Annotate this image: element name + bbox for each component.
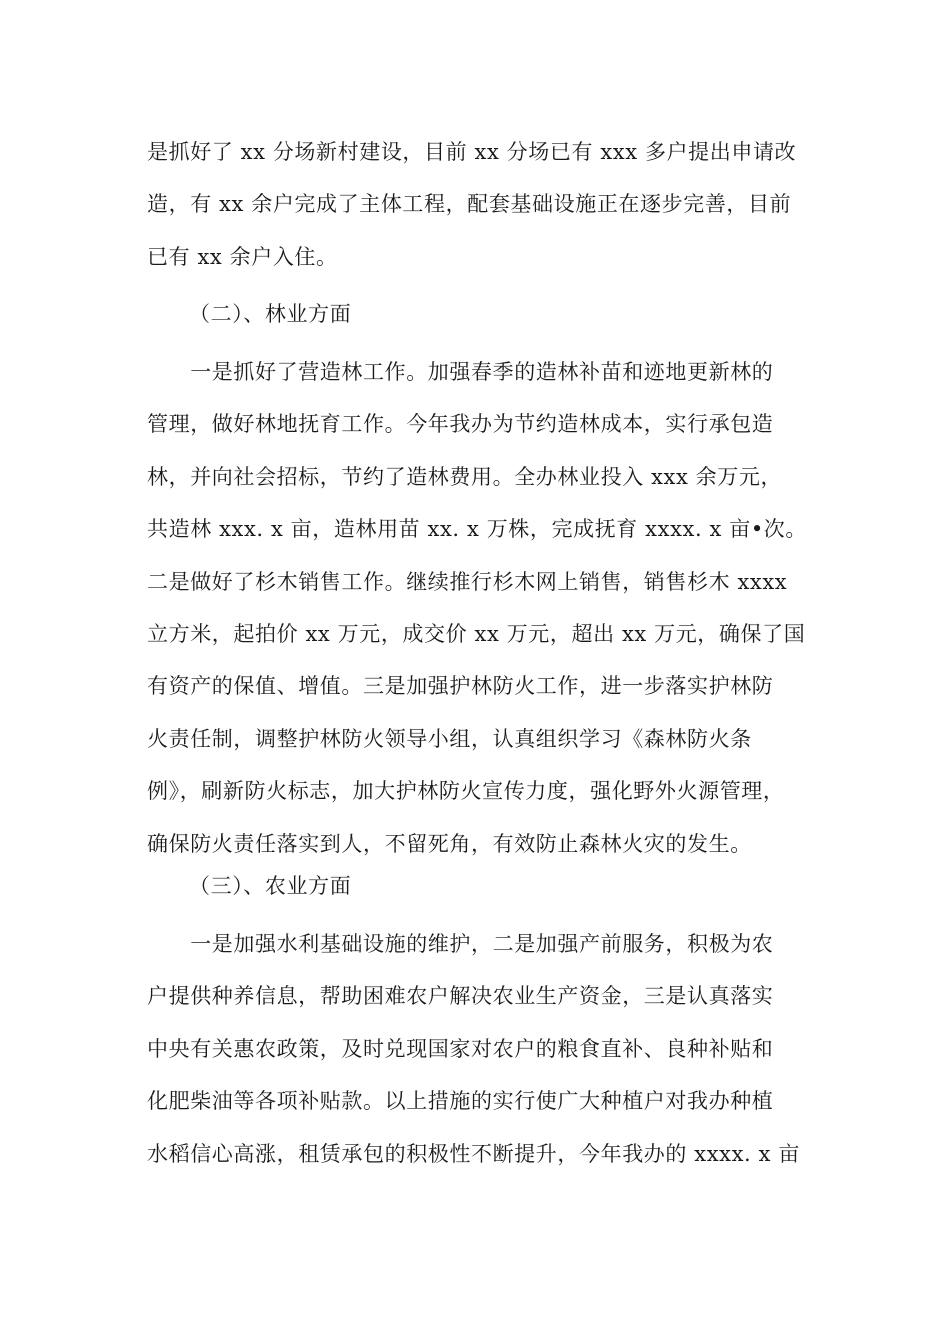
text-line: 化肥柴油等各项补贴款。以上措施的实行使广大种植户对我办种植: [147, 1089, 774, 1114]
text-line: 确保防火责任落实到人，不留死角，有效防止森林火灾的发生。: [147, 831, 752, 856]
text-line: 一是抓好了营造林工作。加强春季的造林补苗和迹地更新林的: [147, 360, 774, 384]
text-line: 户提供种养信息，帮助困难农户解决农业生产资金，三是认真落实: [147, 984, 774, 1009]
text-line: 是抓好了 xx 分场新村建设，目前 xx 分场已有 xxx 多户提出申请改: [147, 140, 797, 164]
text-line: 造，有 xx 余户完成了主体工程，配套基础设施正在逐步完善，目前: [147, 192, 792, 217]
text-line: 中央有关惠农政策，及时兑现国家对农户的粮食直补、良种补贴和: [147, 1036, 774, 1061]
text-line: 火责任制，调整护林防火领导小组，认真组织学习《森林防火条: [147, 726, 752, 751]
text-line: 例》，刷新防火标志，加大护林防火宣传力度，强化野外火源管理，: [147, 779, 785, 804]
paragraph-village-construction: [147, 126, 807, 283]
text-line: 共造林 xxx. x 亩，造林用苗 xx. x 万株，完成抚育 xxxx. x 亩•次。: [147, 517, 808, 542]
text-line: 有资产的保值、增值。三是加强护林防火工作，进一步落实护林防: [147, 674, 774, 699]
section-heading-forestry: （二）、林业方面: [189, 302, 352, 326]
text-line: 管理，做好林地抚育工作。今年我办为节约造林成本，实行承包造: [147, 412, 774, 437]
text-line: 已有 xx 余户入住。: [147, 244, 338, 269]
paragraph-forestry: [147, 346, 807, 870]
text-line: 水稻信心高涨，租赁承包的积极性不断提升，今年我办的 xxxx. x 亩: [147, 1141, 800, 1166]
paragraph-agriculture: [147, 918, 807, 1180]
text-line: 一是加强水利基础设施的维护，二是加强产前服务，积极为农: [147, 932, 774, 956]
text-line: 立方米，起拍价 xx 万元，成交价 xx 万元，超出 xx 万元，确保了国: [147, 621, 806, 646]
section-heading-agriculture: （三）、农业方面: [189, 874, 352, 898]
text-line: 林，并向社会招标，节约了造林费用。全办林业投入 xxx 余万元，: [147, 464, 783, 489]
text-line: 二是做好了杉木销售工作。继续推行杉木网上销售，销售杉木 xxxx: [147, 569, 788, 594]
